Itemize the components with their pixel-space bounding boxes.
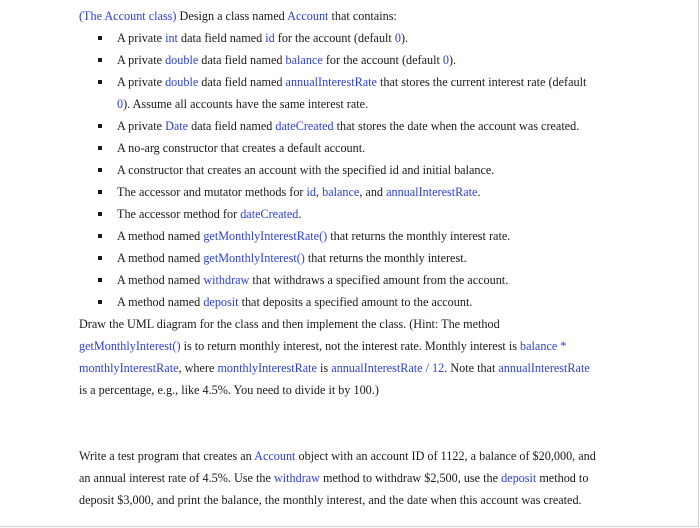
bullet-icon [98,278,102,282]
bullet-icon [98,146,102,150]
test-program-paragraph [79,445,679,511]
intro-line [79,5,679,27]
list-item [79,203,679,225]
bullet-icon [98,212,102,216]
bullet-icon [98,58,102,62]
code-term: double [165,53,199,67]
code-term: annualInterestRate [498,361,590,375]
code-term: id [306,185,317,199]
code-term: getMonthlyInterest() [79,339,181,353]
code-term: balance * [520,339,567,353]
bullet-icon [98,168,102,172]
text-run: , where [178,361,218,375]
bullet-icon [98,234,102,238]
bullet-icon [98,300,102,304]
text-run: that contains: [328,9,397,23]
text-run: ). [400,31,409,45]
text-run: A private [117,31,166,45]
code-term: balance [285,53,323,67]
text-run: that returns the monthly interest. [304,251,467,265]
code-term: Date [165,119,189,133]
text-run: A constructor that creates an account with the specified id and initial balance. [117,163,495,177]
paragraph-gap [79,401,679,423]
code-term: dateCreated [240,207,299,221]
paragraph-gap [79,423,679,445]
paragraph-line [79,335,679,357]
code-term: Account [287,9,329,23]
text-run: Write a test program that creates an [79,449,255,463]
list-item [79,159,679,181]
paragraph-line [79,313,679,335]
list-item [79,269,679,291]
requirements-list [79,27,679,313]
text-run: data field named [198,75,286,89]
text-run: Draw the UML diagram for the class and then implement the class. (Hint: The method [79,317,500,331]
text-run: method to [536,471,589,485]
list-item [79,247,679,269]
text-run: The accessor method for [117,207,241,221]
list-item [79,137,679,159]
list-item [79,291,679,313]
list-item [79,49,679,71]
bullet-icon [98,190,102,194]
code-term: 0 [442,53,449,67]
list-item [79,181,679,203]
text-run: an annual interest rate of 4.5%. Use the [79,471,274,485]
text-run: is to return monthly interest, not the interest rate. Monthly interest is [180,339,521,353]
text-run: data field named [177,31,266,45]
list-item [79,71,679,93]
text-run: A method named [117,229,204,243]
text-run: The accessor and mutator methods for [117,185,307,199]
code-term: deposit [203,295,239,309]
code-term: withdraw [273,471,320,485]
list-item [79,225,679,247]
code-term: withdraw [203,273,250,287]
text-run: method to withdraw $2,500, use the [319,471,502,485]
code-term: 0 [394,31,401,45]
text-run: data field named [198,53,286,67]
code-term: dateCreated [275,119,334,133]
text-run: A method named [117,273,204,287]
text-run: , [316,185,323,199]
code-term: getMonthlyInterest() [203,251,305,265]
text-run: , and [359,185,387,199]
list-item [79,115,679,137]
code-term: int [165,31,178,45]
code-term: monthlyInterestRate [217,361,317,375]
code-term: annualInterestRate [285,75,377,89]
paragraph-line [79,489,679,511]
text-run: is [316,361,332,375]
text-run: A no-arg constructor that creates a default account. [117,141,366,155]
code-term: 0 [117,97,124,111]
bullet-icon [98,80,102,84]
document-body [79,5,679,511]
bullet-icon [98,36,102,40]
code-term: (The Account class) [79,9,177,23]
text-run: A private [117,119,166,133]
text-run: that stores the date when the account was created. [333,119,580,133]
code-term: balance [322,185,360,199]
text-run: that stores the current interest rate (default [376,75,587,89]
text-run: A private [117,53,166,67]
bullet-icon [98,124,102,128]
text-run: A private [117,75,166,89]
bullet-icon [98,256,102,260]
text-run: that withdraws a specified amount from the account. [249,273,509,287]
code-term: getMonthlyInterestRate() [203,229,328,243]
text-run: is a percentage, e.g., like 4.5%. You need to divide it by 100.) [79,383,379,397]
text-run: ). [449,53,457,67]
text-run: . [477,185,481,199]
text-run: for the account (default [274,31,395,45]
code-term: Account [254,449,296,463]
code-term: deposit [501,471,537,485]
list-item [79,93,679,115]
list-item [79,27,679,49]
code-term: annualInterestRate / 12 [331,361,445,375]
text-run: object with an account ID of 1122, a balance of $20,000, and [295,449,596,463]
code-term: id [265,31,275,45]
text-run: A method named [117,295,204,309]
code-term: monthlyInterestRate [79,361,179,375]
text-run: Design a class named [176,9,288,23]
text-run: that deposits a specified amount to the account. [238,295,473,309]
paragraph-line [79,357,679,379]
uml-hint-paragraph [79,313,679,401]
text-run: data field named [188,119,276,133]
text-run: for the account (default [322,53,443,67]
text-run: deposit $3,000, and print the balance, the monthly interest, and the date when this account was created. [79,493,582,507]
text-run: A method named [117,251,204,265]
paragraph-line [79,379,679,401]
text-run: that returns the monthly interest rate. [327,229,511,243]
text-run: ). Assume all accounts have the same interest rate. [123,97,369,111]
code-term: annualInterestRate [386,185,478,199]
code-term: double [165,75,199,89]
text-run: . Note that [444,361,499,375]
paragraph-line [79,467,679,489]
text-run: . [298,207,302,221]
paragraph-line [79,445,679,467]
